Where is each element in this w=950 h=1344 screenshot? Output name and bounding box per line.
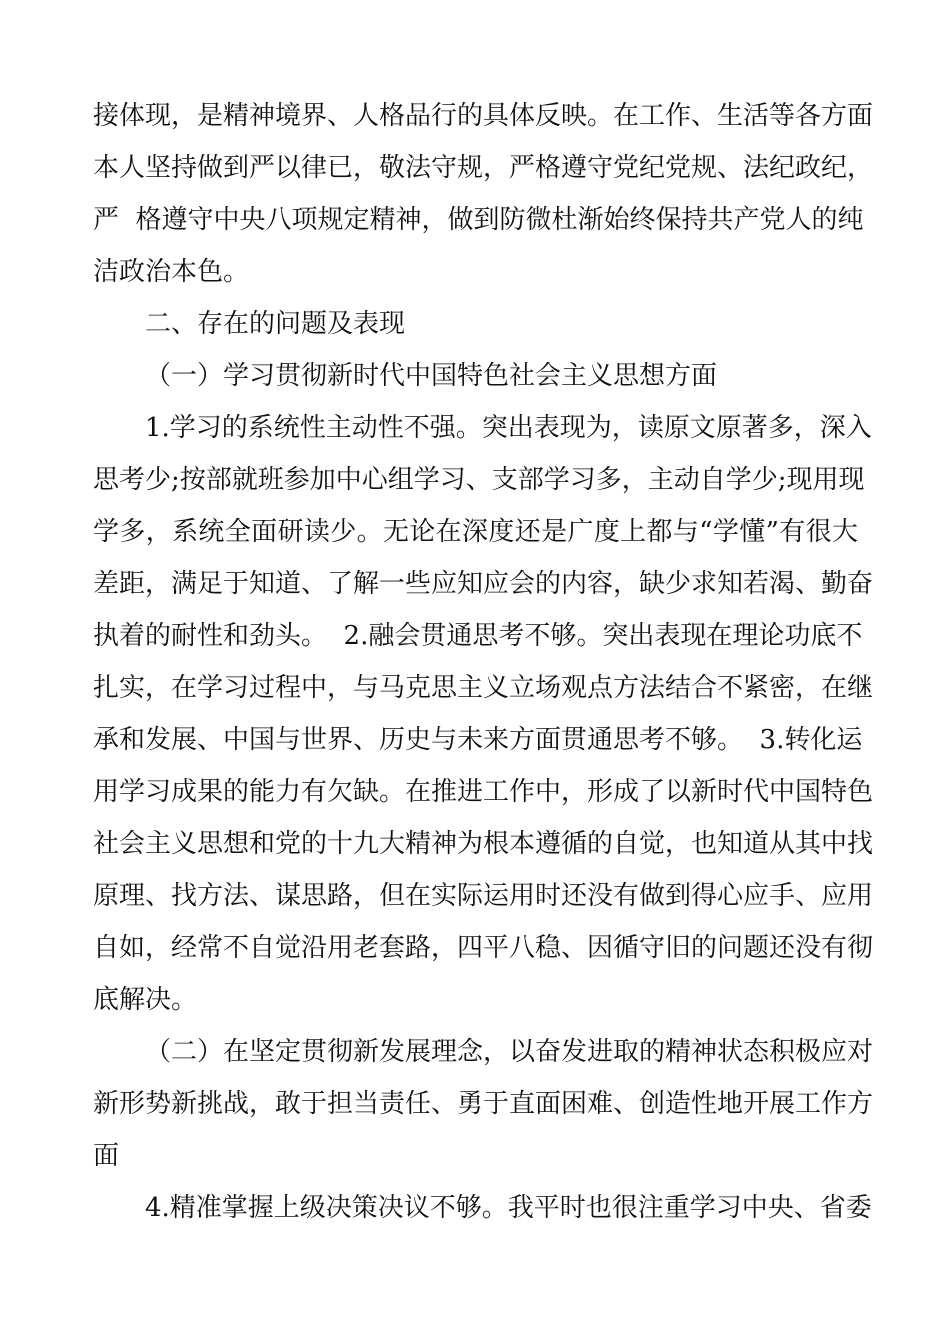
body-line: 自如，经常不自觉沿用老套路，四平八稳、因循守旧的问题还没有彻 (93, 933, 874, 963)
body-line: 社会主义思想和党的十九大精神为根本遵循的自觉，也知道从其中找 (93, 829, 874, 859)
body-line: 严 格遵守中央八项规定精神，做到防微杜渐始终保持共产党人的纯 (93, 205, 864, 235)
section-heading: 二、存在的问题及表现 (145, 309, 406, 339)
body-line: 学多，系统全面研读少。无论在深度还是广度上都与“学懂”有很大 (93, 517, 858, 547)
body-line: 本人坚持做到严以律已，敬法守规，严格遵守党纪党规、法纪政纪， (93, 153, 874, 183)
body-line: 扎实，在学习过程中，与马克思主义立场观点方法结合不紧密，在继 (93, 673, 874, 703)
body-line: 差距，满足于知道、了解一些应知应会的内容，缺少求知若渴、勤奋 (93, 569, 874, 599)
body-line: 接体现，是精神境界、人格品行的具体反映。在工作、生活等各方面 (93, 101, 874, 131)
body-line: 执着的耐性和劲头。 2.融会贯通思考不够。突出表现在理论功底不 (93, 621, 863, 651)
body-line: 原理、找方法、谋思路，但在实际运用时还没有做到得心应手、应用 (93, 881, 874, 911)
body-line: 面 (93, 1141, 120, 1171)
body-line: 思考少;按部就班参加中心组学习、支部学习多，主动自学少;现用现 (93, 465, 865, 495)
subsection-heading: （一）学习贯彻新时代中国特色社会主义思想方面 (145, 361, 718, 391)
body-line: 承和发展、中国与世界、历史与未来方面贯通思考不够。 3.转化运 (93, 725, 863, 755)
body-line: 新形势新挑战，敢于担当责任、勇于直面困难、创造性地开展工作方 (93, 1089, 874, 1119)
body-line: 用学习成果的能力有欠缺。在推进工作中，形成了以新时代中国特色 (93, 777, 874, 807)
body-line: 底解决。 (93, 985, 198, 1015)
paragraph-first-line: 1.学习的系统性主动性不强。突出表现为，读原文原著多，深入 (145, 413, 872, 443)
paragraph-first-line: 4.精准掌握上级决策决议不够。我平时也很注重学习中央、省委 (145, 1193, 872, 1223)
body-line: 洁政治本色。 (93, 257, 250, 287)
subsection-heading: （二）在坚定贯彻新发展理念，以奋发进取的精神状态积极应对 (145, 1037, 874, 1067)
